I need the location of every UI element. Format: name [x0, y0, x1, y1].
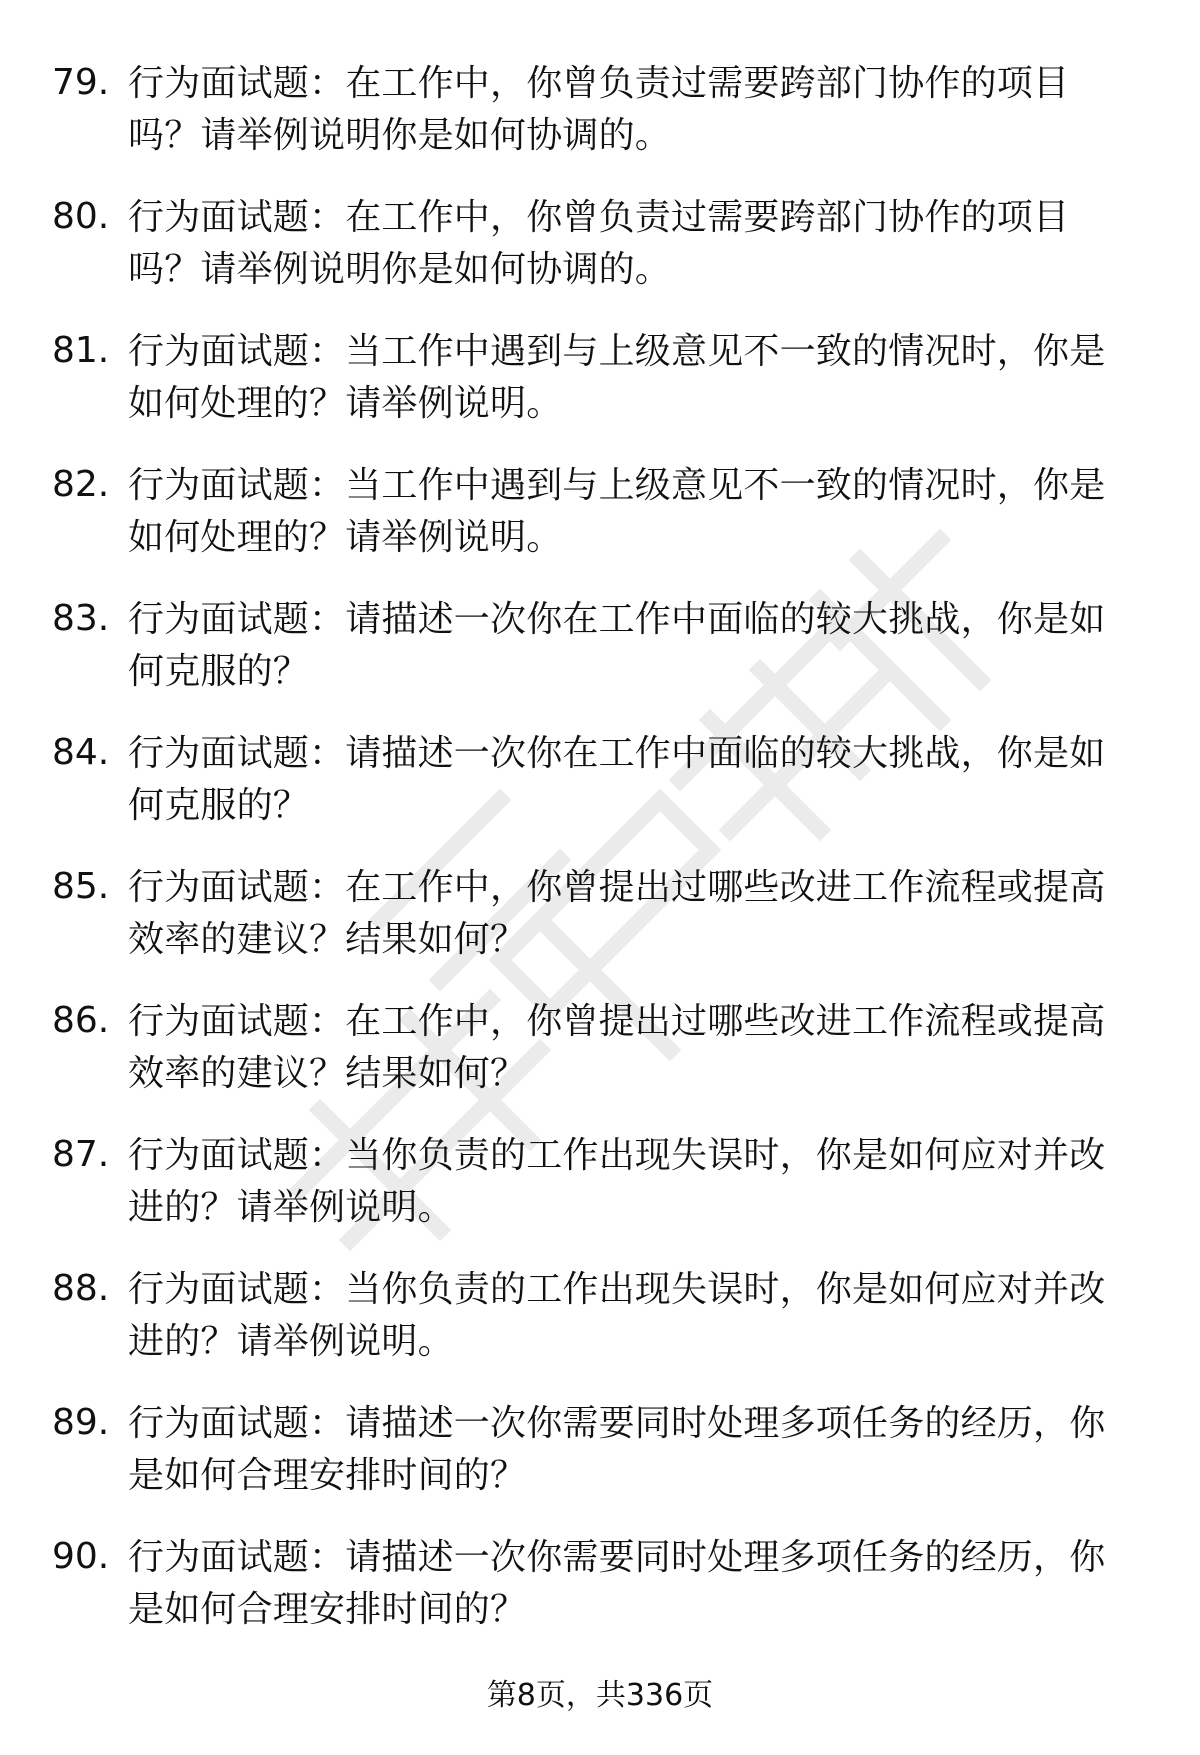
question-text: 行为面试题：请描述一次你在工作中面临的较大挑战，你是如何克服的？: [128, 599, 1106, 692]
question-text: 行为面试题：当你负责的工作出现失误时，你是如何应对并改进的？请举例说明。: [128, 1135, 1106, 1228]
question-text: 行为面试题：请描述一次你需要同时处理多项任务的经历，你是如何合理安排时间的？: [128, 1403, 1106, 1496]
question-text: 行为面试题：当工作中遇到与上级意见不一致的情况时，你是如何处理的？请举例说明。: [128, 331, 1106, 424]
question-number: 82.: [52, 464, 110, 505]
question-number: 87.: [52, 1134, 110, 1175]
question-text: 行为面试题：在工作中，你曾提出过哪些改进工作流程或提高效率的建议？结果如何？: [128, 1001, 1106, 1094]
question-text: 行为面试题：在工作中，你曾负责过需要跨部门协作的项目吗？请举例说明你是如何协调的。: [128, 197, 1070, 290]
list-item: [0, 58, 1200, 192]
question-text: 行为面试题：当工作中遇到与上级意见不一致的情况时，你是如何处理的？请举例说明。: [128, 465, 1106, 558]
question-list: [0, 58, 1200, 1666]
question-number: 86.: [52, 1000, 110, 1041]
question-number: 83.: [52, 598, 110, 639]
question-text: 行为面试题：在工作中，你曾提出过哪些改进工作流程或提高效率的建议？结果如何？: [128, 867, 1106, 960]
question-number: 88.: [52, 1268, 110, 1309]
question-number: 81.: [52, 330, 110, 371]
list-item: [0, 594, 1200, 728]
list-item: [0, 1398, 1200, 1532]
question-number: 79.: [52, 62, 110, 103]
list-item: [0, 1264, 1200, 1398]
list-item: [0, 728, 1200, 862]
page-number-footer: 第8页，共336页: [486, 1678, 714, 1713]
list-item: [0, 996, 1200, 1130]
question-text: 行为面试题：请描述一次你在工作中面临的较大挑战，你是如何克服的？: [128, 733, 1106, 826]
question-text: 行为面试题：在工作中，你曾负责过需要跨部门协作的项目吗？请举例说明你是如何协调的。: [128, 63, 1070, 156]
question-number: 84.: [52, 732, 110, 773]
list-item: [0, 1130, 1200, 1264]
question-text: 行为面试题：当你负责的工作出现失误时，你是如何应对并改进的？请举例说明。: [128, 1269, 1106, 1362]
list-item: [0, 862, 1200, 996]
question-text: 行为面试题：请描述一次你需要同时处理多项任务的经历，你是如何合理安排时间的？: [128, 1537, 1106, 1630]
list-item: [0, 192, 1200, 326]
list-item: [0, 460, 1200, 594]
question-number: 80.: [52, 196, 110, 237]
list-item: [0, 326, 1200, 460]
question-number: 90.: [52, 1536, 110, 1577]
question-number: 85.: [52, 866, 110, 907]
question-number: 89.: [52, 1402, 110, 1443]
list-item: [0, 1532, 1200, 1666]
